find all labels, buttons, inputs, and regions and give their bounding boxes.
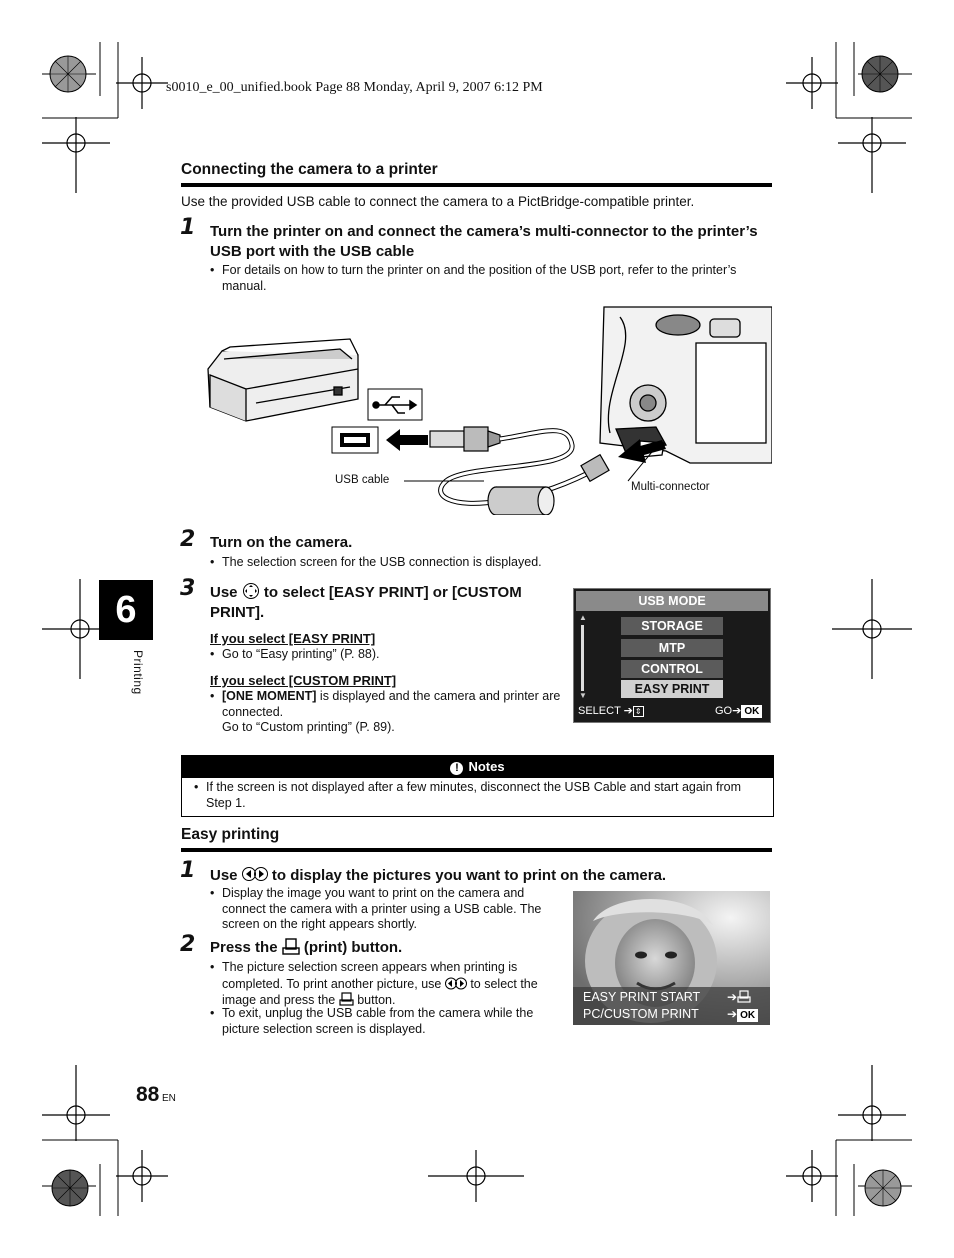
notes-title: Notes: [468, 759, 505, 774]
ferrite-core-illustration: [488, 487, 554, 515]
up-down-icon: ⇕: [634, 707, 642, 716]
bullet-item: • Go to “Easy printing” (P. 88).: [210, 647, 380, 661]
easy-print-start-label: EASY PRINT START: [583, 990, 701, 1004]
scroll-down-icon: ▼: [579, 691, 587, 700]
language-code: EN: [162, 1093, 176, 1104]
arrow-right-icon: ➔: [727, 1007, 738, 1021]
usb-cable-label: USB cable: [335, 474, 390, 486]
picture-selection-screen: [573, 891, 770, 1025]
screen-title: USB MODE: [576, 591, 768, 611]
step-text: [210, 865, 775, 886]
pc-custom-print-hint: [727, 1007, 758, 1022]
section-title-connecting: Connecting the camera to a printer: [181, 161, 438, 178]
menu-item-easy-print[interactable]: EASY PRINT: [621, 680, 723, 698]
bullet-text: button.: [357, 993, 396, 1007]
step-number: 2: [180, 527, 196, 552]
section-rule: [181, 848, 772, 852]
bullet-text: to select the image and press the: [222, 976, 538, 1007]
notes-header: [182, 756, 773, 778]
bullet-item: • [ONE MOMENT] is displayed and the camera and printer are connected. Go to “Custom printing” (P. 89).: [210, 689, 561, 734]
step-text-part: (print) button.: [303, 939, 403, 956]
left-right-arrows-icon: [445, 976, 467, 991]
arrow-right-icon: ➔: [620, 705, 633, 717]
step-text: [210, 582, 565, 623]
subheading-custom-print: If you select [CUSTOM PRINT]: [210, 673, 397, 688]
print-icon: [339, 992, 354, 1006]
go-hint: [715, 704, 762, 718]
menu-item-control[interactable]: CONTROL: [621, 660, 723, 678]
section-rule: [181, 183, 772, 187]
pc-custom-print-label: PC/CUSTOM PRINT: [583, 1007, 699, 1021]
bullet-text: For details on how to turn the printer on and the position of the USB port, refer to the printer’s manual.: [222, 263, 737, 293]
bullet-text: To exit, unplug the USB cable from the camera while the picture selection screen is displayed.: [222, 1006, 534, 1036]
bullet-text: is displayed and the camera and printer are connected.: [222, 689, 561, 719]
left-right-arrows-icon: [242, 865, 268, 883]
bullet-text: Go to “Easy printing” (P. 88).: [222, 647, 380, 661]
chapter-tab: 6: [99, 580, 153, 640]
bullet-text: Display the image you want to print on the camera and connect the camera with a printer using a USB cable. The screen on the right appears shortly.: [222, 886, 542, 931]
menu-item-storage[interactable]: STORAGE: [621, 617, 723, 635]
menu-item-mtp[interactable]: MTP: [621, 639, 723, 657]
usb-mode-screen: [573, 588, 771, 723]
select-label: SELECT: [578, 705, 621, 717]
multi-connector-label: Multi-connector: [631, 481, 710, 493]
print-icon: [737, 990, 751, 1003]
ok-badge: OK: [737, 1009, 758, 1022]
usb-plug-illustration: [430, 427, 500, 451]
bullet-item: • If the screen is not displayed after a few minutes, disconnect the USB Cable and start again from Step 1.: [194, 780, 742, 810]
bullet-text: The picture selection screen appears when printing is completed. To print another picture, use: [222, 960, 518, 991]
go-label: GO: [715, 705, 733, 717]
section-title-easy-printing: Easy printing: [181, 826, 280, 843]
bullet-bold-text: [ONE MOMENT]: [222, 689, 317, 703]
step-text: Turn on the camera.: [210, 534, 353, 551]
step-number: 2: [180, 932, 196, 957]
select-hint: [578, 704, 644, 717]
bullet-text: If the screen is not displayed after a few minutes, disconnect the USB Cable and start again from Step 1.: [206, 780, 742, 810]
step-text-part: Use: [210, 867, 238, 884]
arrow-right-icon: ➔: [727, 990, 738, 1004]
page-number: 88: [136, 1083, 160, 1106]
easy-print-start-hint: [727, 990, 751, 1004]
arrow-right-icon: ➔: [732, 705, 742, 717]
alert-icon: !: [450, 762, 463, 775]
camera-illustration: [600, 307, 772, 463]
arrow-left-icon: [386, 429, 428, 451]
bullet-text: The selection screen for the USB connection is displayed.: [222, 555, 542, 569]
printer-illustration: [208, 339, 358, 421]
step-text-part: to display the pictures you want to print on the camera.: [271, 867, 667, 884]
ok-badge: OK: [741, 705, 762, 718]
file-info-header: s0010_e_00_unified.book Page 88 Monday, April 9, 2007 6:12 PM: [166, 80, 543, 95]
step-number: 1: [180, 858, 196, 883]
arrow-pad-icon: [242, 582, 260, 600]
step-text-part: Use: [210, 584, 238, 601]
step-text: Turn the printer on and connect the camera’s multi-connector to the printer’s USB port with the USB cable: [210, 223, 758, 260]
scroll-bar: [581, 625, 584, 691]
bullet-item: • To exit, unplug the USB cable from the camera while the picture selection screen is displayed.: [210, 1006, 534, 1036]
step-number: 1: [180, 215, 196, 240]
chapter-side-label: Printing: [131, 650, 145, 695]
notes-box: [181, 755, 774, 817]
bullet-item: • The selection screen for the USB connection is displayed.: [210, 555, 542, 569]
scroll-up-icon: ▲: [579, 613, 587, 622]
step-text-part: to select [EASY PRINT] or [CUSTOM PRINT].: [210, 584, 522, 621]
step-text: [210, 938, 402, 958]
bullet-item: • For details on how to turn the printer on and the position of the USB port, refer to the printer’s manual.: [210, 263, 737, 293]
goto-text: Go to “Custom printing” (P. 89).: [222, 720, 395, 734]
bullet-item: • Display the image you want to print on the camera and connect the camera with a printer using a USB cable. The screen on the right appears shortly.: [210, 886, 542, 931]
step-number: 3: [180, 576, 196, 601]
section-intro: Use the provided USB cable to connect the camera to a PictBridge-compatible printer.: [181, 194, 695, 209]
subheading-easy-print: If you select [EASY PRINT]: [210, 631, 376, 646]
step-text-part: Press the: [210, 939, 278, 956]
bullet-item: • The picture selection screen appears when printing is completed. To print another picture, use to select the image and press the button.: [210, 960, 538, 1007]
print-icon: [282, 938, 300, 955]
